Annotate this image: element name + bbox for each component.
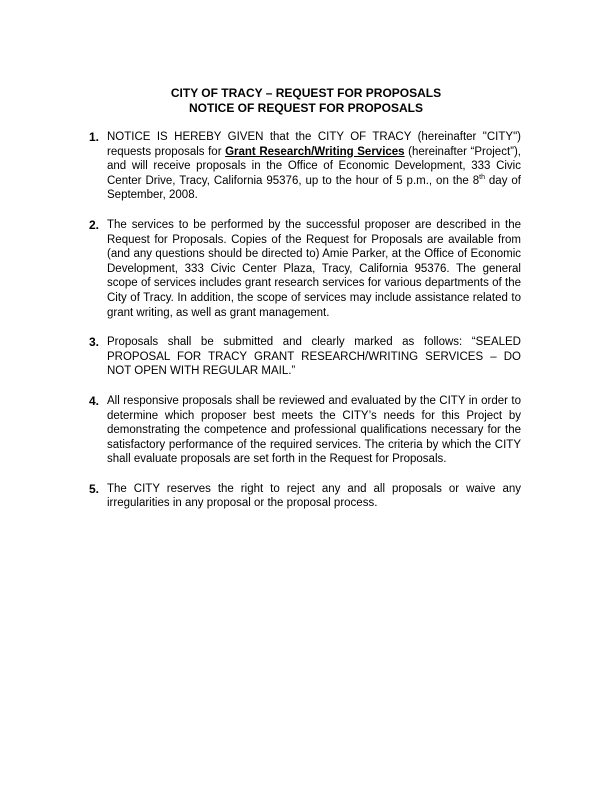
item-text: The CITY reserves the right to reject any and all proposals or waive any irregularities in any proposal or the proposal process. — [107, 482, 521, 510]
item-text-part: day of September, 2008. — [107, 174, 521, 202]
ordinal-suffix: th — [479, 173, 485, 181]
item-text: All responsive proposals shall be reviewed and evaluated by the CITY in order to determine which proposer best meets the CITY’s needs for this Project by demonstrating the competence and professional qualifications necessary for the satisfactory performance of the required services. The criteria by which the CITY shall evaluate proposals are set forth in the Request for Proposals. — [107, 394, 521, 466]
notice-item-3 — [89, 335, 521, 379]
item-number: 5. — [89, 481, 100, 496]
notice-item-5 — [89, 482, 521, 511]
document-title — [0, 86, 612, 116]
item-text-part: (hereinafter “Project”), and will receive proposals in the Office of Economic Development, 333 Civic Center Drive, Tracy, California 95376, up to the hour of 5 p.m., on the 8 — [107, 145, 522, 187]
item-text: Proposals shall be submitted and clearly marked as follows: “SEALED PROPOSAL FOR TRACY GRANT RESEARCH/WRITING SERVICES – DO NOT OPEN WITH REGULAR MAIL.” — [107, 336, 521, 378]
item-text: The services to be performed by the successful proposer are described in the Request for Proposals. Copies of the Request for Proposals are available from (and any questions should be directed to) Amie Parker, at the Office of Economic Development, 333 Civic Center Plaza, Tracy, California 95376. The general scope of services includes grant research services for various departments of the City of Tracy. In addition, the scope of services may include assistance related to grant writing, as well as grant management. — [107, 218, 521, 319]
notice-items — [89, 130, 521, 526]
title-line-1: CITY OF TRACY – REQUEST FOR PROPOSALS — [170, 86, 442, 100]
item-number: 2. — [89, 217, 100, 232]
service-name: Grant Research/Writing Services — [225, 145, 405, 158]
notice-item-1 — [89, 130, 521, 203]
item-number: 4. — [89, 393, 100, 408]
notice-item-2 — [89, 218, 521, 320]
item-text-part: NOTICE IS HEREBY GIVEN that the CITY OF TRACY (hereinafter "CITY") requests proposals for — [107, 131, 521, 158]
item-text — [107, 130, 521, 203]
item-number: 1. — [89, 130, 100, 144]
item-number: 3. — [89, 335, 100, 350]
notice-item-4 — [89, 394, 521, 467]
title-line-2: NOTICE OF REQUEST FOR PROPOSALS — [188, 101, 424, 115]
